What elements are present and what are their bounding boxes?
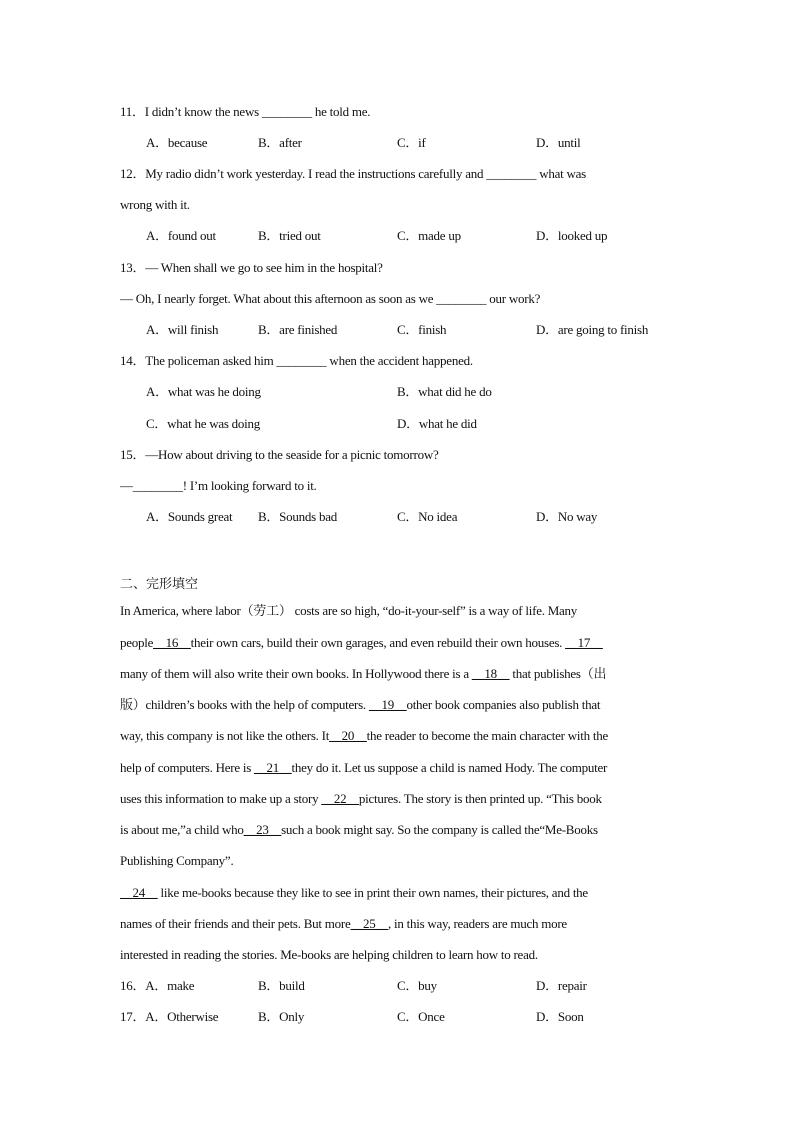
q13-option-b: B．are finished [258, 322, 338, 337]
question-13-stem-cont: — Oh, I nearly forget. What about this afternoon as soon as we ________ our work? [120, 291, 541, 306]
q13-option-d: D．are going to finish [536, 322, 649, 337]
passage-text: other book companies also publish that [406, 697, 601, 712]
q13-option-a: A．will finish [146, 322, 219, 337]
blank-24: __24__ [120, 885, 158, 900]
blank-22: __22__ [321, 791, 359, 806]
q14-option-a: A．what was he doing [146, 384, 261, 399]
q15-option-d: D．No way [536, 509, 598, 524]
passage-text: the reader to become the main character with the [366, 728, 608, 743]
passage-text: uses this information to make up a story [120, 791, 319, 806]
question-12-stem-cont: wrong with it. [120, 197, 190, 212]
passage-text: many of them will also write their own books. In Hollywood there is a [120, 666, 469, 681]
passage-line [120, 885, 680, 901]
q12-option-b: B．tried out [258, 228, 321, 243]
q14-option-c: C．what he was doing [146, 416, 261, 431]
passage-text: names of their friends and their pets. But more [120, 916, 351, 931]
q17-option-c: C．Once [397, 1009, 445, 1024]
q16-option-c: C．buy [397, 978, 437, 993]
q14-option-b: B．what did he do [397, 384, 492, 399]
passage-line [120, 916, 680, 932]
passage-text: is about me,”a child who [120, 822, 244, 837]
question-11-stem: 11．I didn’t know the news ________ he told me. [120, 104, 371, 119]
blank-23: __23__ [243, 822, 282, 837]
q15-option-a: A．Sounds great [146, 509, 233, 524]
passage-line [120, 822, 680, 838]
question-12-stem: 12．My radio didn’t work yesterday. I read the instructions carefully and ________ what was [120, 166, 586, 181]
q17-option-a: 17．A．Otherwise [120, 1009, 219, 1024]
passage-line: interested in reading the stories. Me-books are helping children to learn how to read. [120, 947, 538, 962]
q16-option-b: B．build [258, 978, 305, 993]
q13-option-c: C．finish [397, 322, 447, 337]
q12-option-d: D．looked up [536, 228, 608, 243]
q12-option-a: A．found out [146, 228, 216, 243]
passage-line: Publishing Company”. [120, 853, 234, 868]
q14-option-d: D．what he did [397, 416, 477, 431]
q11-option-a: A．because [146, 135, 208, 150]
blank-25: __25__ [350, 916, 388, 931]
passage-text: like me-books because they like to see in print their own names, their pictures, and the [160, 885, 588, 900]
passage-line [120, 635, 680, 651]
blank-17: __17__ [565, 635, 603, 650]
passage-line [120, 791, 680, 807]
passage-text: way, this company is not like the others. It [120, 728, 330, 743]
blank-20: __20__ [329, 728, 367, 743]
passage-text: people [120, 635, 154, 650]
q17-option-b: B．Only [258, 1009, 305, 1024]
q15-option-b: B．Sounds bad [258, 509, 337, 524]
passage-text: pictures. The story is then printed up. “This book [358, 791, 602, 806]
passage-text: , in this way, readers are much more [388, 916, 567, 931]
passage-line [120, 728, 680, 744]
blank-19: __19__ [368, 697, 407, 712]
passage-line [120, 666, 680, 682]
passage-line [120, 697, 680, 713]
question-15-stem: 15．—How about driving to the seaside for a picnic tomorrow? [120, 447, 439, 462]
passage-text: 版）children’s books with the help of computers. [120, 697, 366, 712]
q11-option-d: D．until [536, 135, 581, 150]
section-heading-cloze: 二、完形填空 [120, 577, 199, 592]
passage-text: their own cars, build their own garages, and even rebuild their own houses. [190, 635, 563, 650]
question-13-stem: 13．— When shall we go to see him in the hospital? [120, 260, 383, 275]
q12-option-c: C．made up [397, 228, 461, 243]
blank-21: __21__ [254, 760, 292, 775]
question-14-stem: 14．The policeman asked him ________ when the accident happened. [120, 353, 473, 368]
blank-18: __18__ [471, 666, 510, 681]
q17-option-d: D．Soon [536, 1009, 584, 1024]
passage-line [120, 760, 680, 776]
passage-text: such a book might say. So the company is called the“Me-Books [281, 822, 598, 837]
q11-option-b: B．after [258, 135, 302, 150]
passage-text: that publishes（出 [512, 666, 607, 681]
question-15-stem-cont: —________! I’m looking forward to it. [120, 478, 317, 493]
blank-16: __16__ [153, 635, 191, 650]
passage-line: In America, where labor（劳工） costs are so high, “do-it-your-self” is a way of life. Many [120, 603, 578, 618]
q15-option-c: C．No idea [397, 509, 458, 524]
passage-text: they do it. Let us suppose a child is named Hody. The computer [291, 760, 608, 775]
passage-text: help of computers. Here is [120, 760, 252, 775]
q16-option-a: 16．A．make [120, 978, 195, 993]
q16-option-d: D．repair [536, 978, 587, 993]
q11-option-c: C．if [397, 135, 426, 150]
